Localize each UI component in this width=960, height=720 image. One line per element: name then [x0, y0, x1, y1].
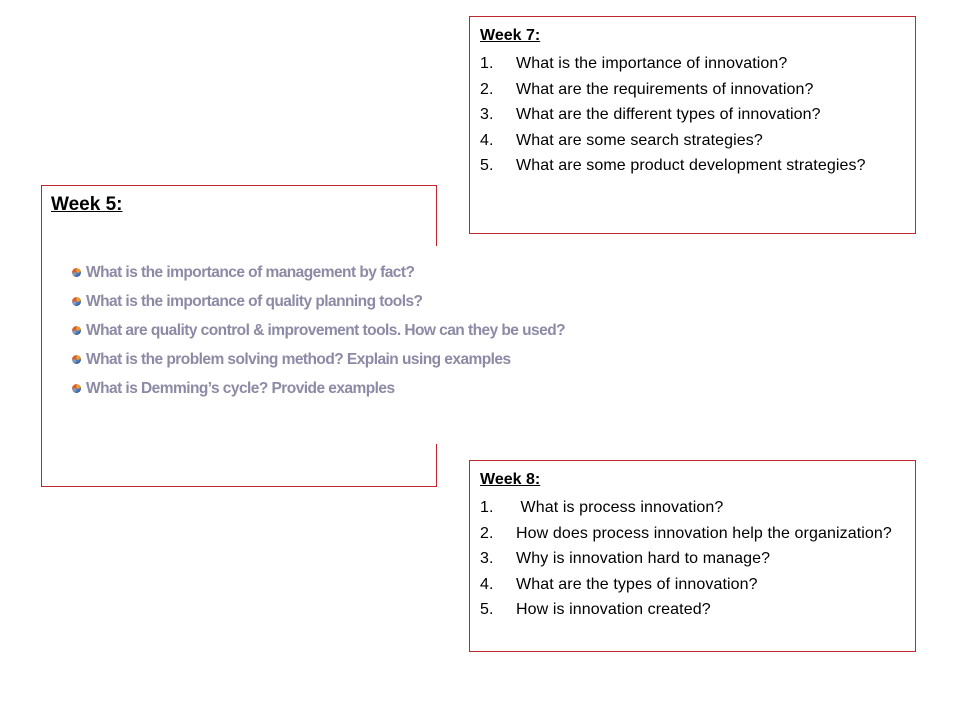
list-item — [480, 153, 907, 179]
bullet-orb-icon — [72, 297, 81, 306]
list-item — [72, 316, 565, 345]
list-item — [72, 258, 565, 287]
list-item — [480, 546, 907, 572]
item-text: Why is innovation hard to manage? — [516, 550, 771, 568]
week-7-title: Week 7: — [480, 27, 541, 44]
bullet-orb-icon — [72, 268, 81, 277]
list-item — [480, 51, 907, 77]
item-number: 3. — [480, 106, 494, 124]
item-text: What is the importance of innovation? — [516, 55, 788, 72]
week-8-title: Week 8: — [480, 471, 541, 488]
item-number: 4. — [480, 131, 494, 149]
list-item — [72, 345, 565, 374]
week-5-title: Week 5: — [51, 194, 123, 215]
item-text: What is the problem solving method? Explain using examples — [86, 351, 511, 368]
item-text: What is Demming’s cycle? Provide examples — [86, 380, 395, 397]
item-number: 3. — [480, 550, 494, 568]
item-text: What is the importance of quality planning tools? — [86, 293, 423, 310]
list-item — [480, 102, 907, 128]
week-7-box — [469, 16, 916, 234]
list-item — [72, 374, 565, 403]
item-text: How does process innovation help the organization? — [516, 524, 892, 542]
item-number: 5. — [480, 157, 494, 175]
item-text: What are the requirements of innovation? — [516, 80, 814, 98]
list-item — [480, 521, 907, 547]
week-8-questions — [480, 495, 907, 623]
item-number: 1. — [480, 55, 494, 72]
item-number: 2. — [480, 80, 494, 98]
item-text: How is innovation created? — [516, 601, 711, 619]
item-text: What are the types of innovation? — [516, 575, 758, 593]
bullet-orb-icon — [72, 355, 81, 364]
list-item — [72, 287, 565, 316]
list-item — [480, 77, 907, 103]
week-8-box — [469, 460, 916, 652]
list-item — [480, 495, 907, 521]
item-number: 5. — [480, 601, 494, 619]
week-5-pasted-image — [63, 246, 566, 444]
bullet-orb-icon — [72, 326, 81, 335]
week-7-questions — [480, 51, 907, 179]
item-text: What is process innovation? — [516, 499, 724, 516]
item-number: 2. — [480, 524, 494, 542]
item-text: What are some search strategies? — [516, 131, 763, 149]
bullet-orb-icon — [72, 384, 81, 393]
item-number: 1. — [480, 499, 494, 516]
item-text: What are quality control & improvement tools. How can they be used? — [86, 322, 566, 339]
list-item — [480, 572, 907, 598]
item-number: 4. — [480, 575, 494, 593]
list-item — [480, 597, 907, 623]
week-5-questions — [72, 258, 565, 403]
item-text: What are some product development strategies? — [516, 157, 866, 175]
item-text: What are the different types of innovation? — [516, 106, 821, 124]
item-text: What is the importance of management by fact? — [86, 264, 415, 281]
list-item — [480, 128, 907, 154]
